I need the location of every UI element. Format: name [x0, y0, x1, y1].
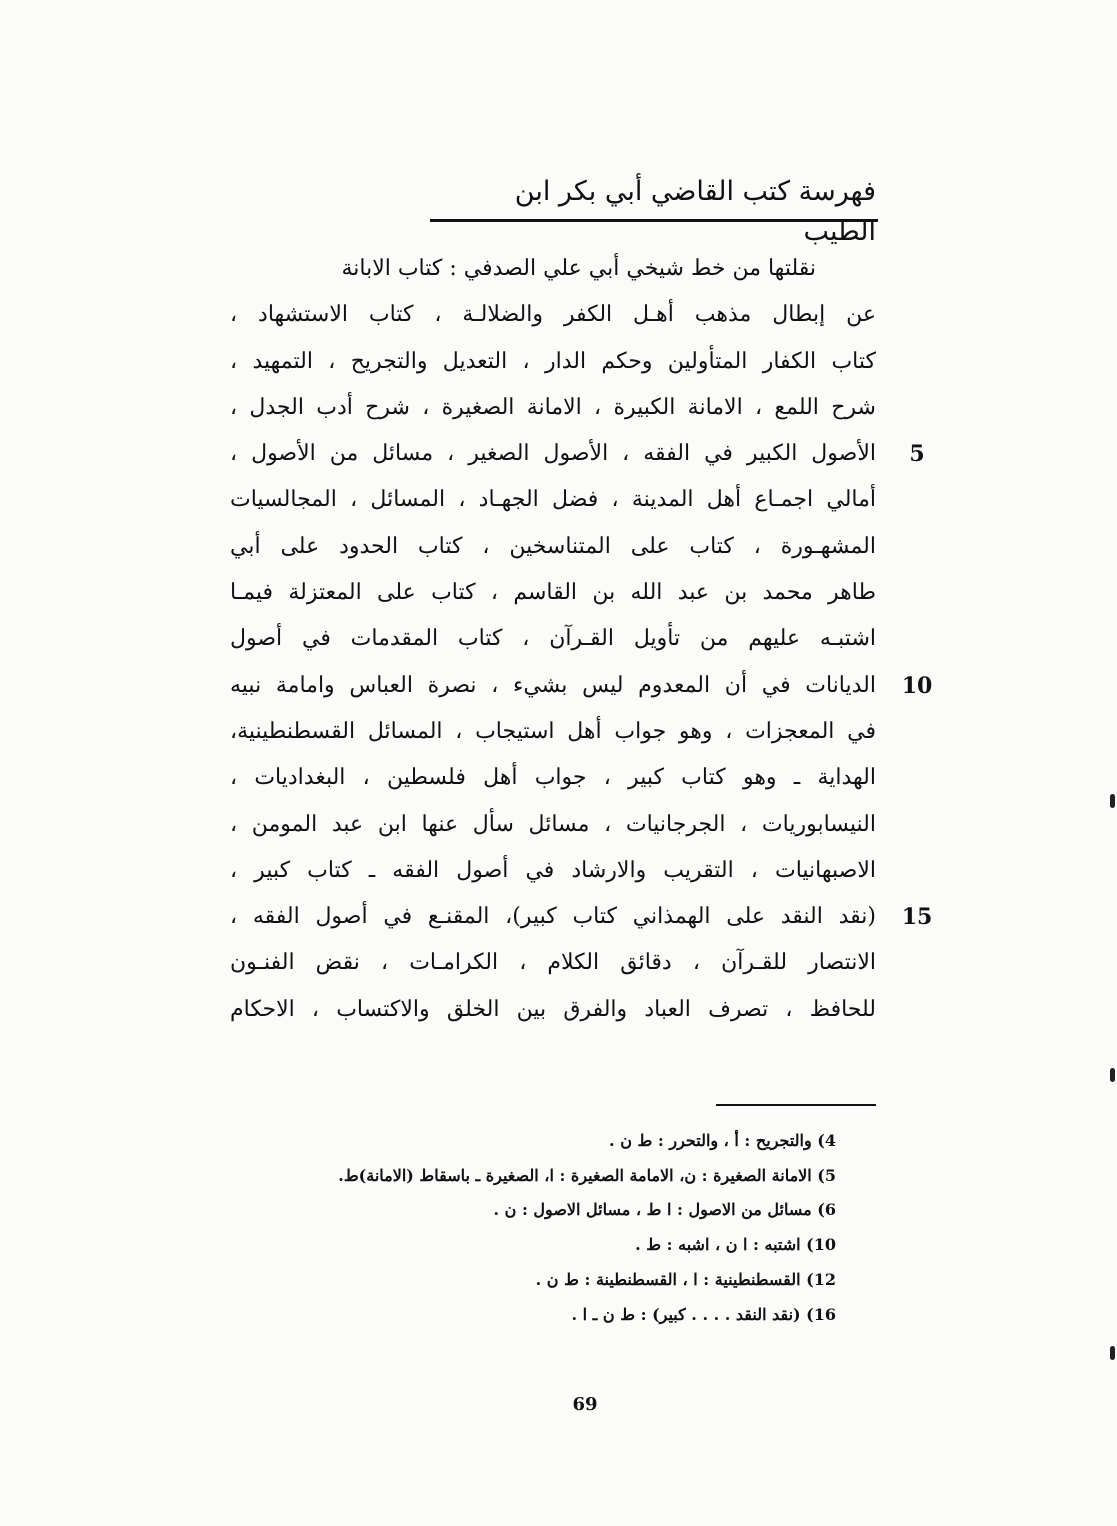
- running-header: فهرسة كتب القاضي أبي بكر ابن الطيب: [514, 176, 876, 247]
- footnotes: [220, 1124, 836, 1332]
- line-number: 15: [901, 904, 933, 931]
- text-line: اشتبـه عليهم من تأويل القـرآن ، كتاب المقدمات في أصول: [230, 626, 876, 652]
- text-line: طاهر محمد بن عبد الله بن القاسم ، كتاب على المعتزلة فيمـا: [230, 580, 876, 606]
- text-line: النيسابوريات ، الجرجانيات ، مسائل سأل عنها ابن عبد المومن ،: [230, 811, 876, 837]
- text-line: للحافظ ، تصرف العباد والفرق بين الخلق والاكتساب ، الاحكام: [230, 996, 876, 1022]
- footnote: 16) (نقد النقد . . . . كبير) : ط ن ـ ا .: [571, 1304, 836, 1324]
- line-number: 10: [901, 672, 933, 699]
- text-line: الانتصار للقـرآن ، دقائق الكلام ، الكرامـات ، نقض الفنـون: [230, 950, 876, 976]
- text-line: كتاب الكفار المتأولين وحكم الدار ، التعديل والتجريح ، التمهيد ،: [230, 348, 876, 374]
- line-number: 5: [909, 441, 925, 468]
- text-line: (نقد النقد على الهمذاني كتاب كبير)، المقنـع في أصول الفقه ،: [230, 904, 876, 930]
- text-line: شرح اللمع ، الامانة الكبيرة ، الامانة الصغيرة ، شرح أدب الجدل ،: [230, 394, 876, 420]
- header-rule: [430, 219, 878, 222]
- footnote: 5) الامانة الصغيرة : ن، الامامة الصغيرة : ا، الصغيرة ـ باسقاط (الامانة)ط.: [338, 1165, 836, 1185]
- footnote: 12) القسطنطينية : ا ، القسطنطينة : ط ن .: [535, 1269, 836, 1289]
- text-line: المشهـورة ، كتاب على المتناسخين ، كتاب الحدود على أبي: [230, 533, 876, 559]
- scan-mark: [1110, 1346, 1115, 1360]
- footnote-rule: [716, 1104, 876, 1106]
- page-number: 69: [572, 1394, 598, 1415]
- text-line: الاصبهانيات ، التقريب والارشاد في أصول الفقه ـ كتاب كبير ،: [230, 857, 876, 883]
- text-line: الهداية ـ وهو كتاب كبير ، جواب أهل فلسطين ، البغداديات ،: [230, 765, 876, 791]
- footnote: 6) مسائل من الاصول : ا ط ، مسائل الاصول : ن .: [493, 1200, 836, 1220]
- text-line: أمالي اجمـاع أهل المدينة ، فضل الجهـاد ، المسائل ، المجالسيات: [230, 487, 876, 513]
- footnote: 10) اشتبه : ا ن ، اشبه : ط .: [635, 1235, 836, 1255]
- text-line: الديانات في أن المعدوم ليس بشيء ، نصرة العباس وامامة نبيه: [230, 672, 876, 698]
- scan-mark: [1110, 794, 1115, 808]
- text-line: عن إبطال مذهب أهـل الكفر والضلالـة ، كتاب الاستشهاد ،: [230, 302, 876, 328]
- text-line: الأصول الكبير في الفقه ، الأصول الصغير ، مسائل من الأصول ،: [230, 441, 876, 467]
- text-line: في المعجزات ، وهو جواب أهل استيجاب ، المسائل القسطنطينية،: [230, 718, 876, 744]
- text-line: نقلتها من خط شيخي أبي علي الصدفي : كتاب الابانة: [341, 256, 816, 281]
- scan-mark: [1110, 1068, 1115, 1082]
- footnote: 4) والتجريح : أ ، والتحرر : ط ن .: [609, 1131, 836, 1150]
- body-text: [230, 246, 876, 1033]
